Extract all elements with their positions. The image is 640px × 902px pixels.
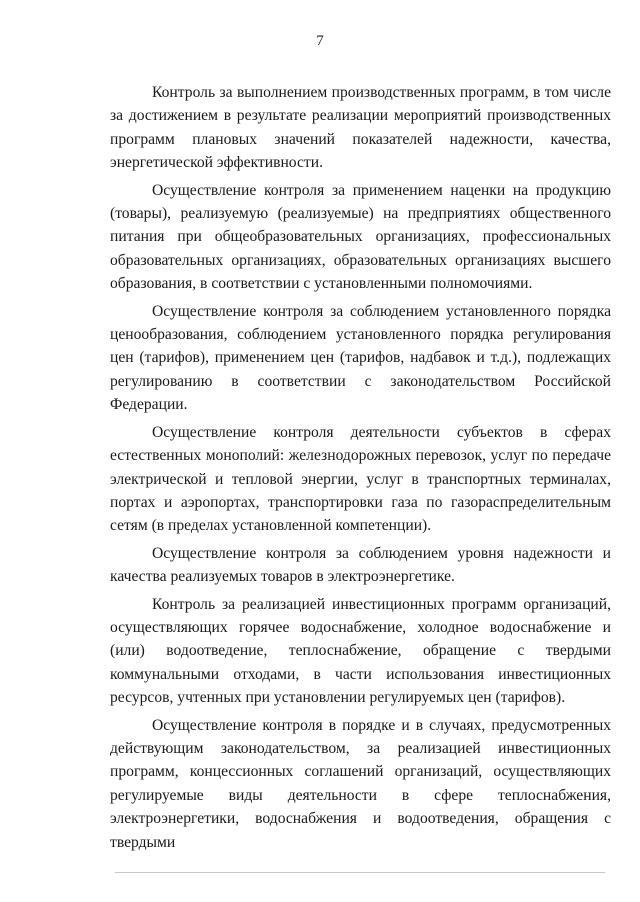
paragraph-pricing-control: Осуществление контроля за соблюдением установленного порядка ценообразования, соблюдением установленного порядка регулирования цен (тарифов), применением цен (тарифов, надбавок и т.д.), подлежащих регулированию в соответствии с законодательством Российской Федерации.	[110, 302, 611, 414]
paragraph-markup-control: Осуществление контроля за применением наценки на продукцию (товары), реализуемую (реализуемые) на предприятиях общественного питания при общеобразовательных организациях, профессиональных образовательных организациях, образовательных организациях высшего образования, в соответствии с установленными полномочиями.	[110, 181, 611, 293]
paragraph-reliability-control: Осуществление контроля за соблюдением уровня надежности и качества реализуемых товаров в электроэнергетике.	[110, 544, 611, 586]
paragraph-concession-control: Осуществление контроля в порядке и в случаях, предусмотренных действующим законодательством, за реализацией инвестиционных программ, концессионных соглашений организаций, осуществляющих регулируемые виды деятельности в сфере теплоснабжения, электроэнергетики, водоснабжения и водоотведения, обращения с твердыми	[110, 716, 611, 851]
page-number: 7	[316, 33, 324, 49]
bottom-rule	[115, 872, 605, 873]
paragraph-production-programs-control: Контроль за выполнением производственных программ, в том числе за достижением в результате реализации мероприятий производственных программ плановых значений показателей надежности, качества, энергетической эффективности.	[110, 84, 611, 172]
paragraph-natural-monopolies-control: Осуществление контроля деятельности субъектов в сферах естественных монополий: железнодорожных перевозок, услуг по передаче электрической и тепловой энергии, услуг в транспортных терминалах, портах и аэропортах, транспортировки газа по газораспределительным сетям (в пределах установленной компетенции).	[110, 423, 611, 535]
paragraph-investment-programs-control: Контроль за реализацией инвестиционных программ организаций, осуществляющих горячее водоснабжение, холодное водоснабжение и (или) водоотведение, теплоснабжение, обращение с твердыми коммунальными отходами, в части использования инвестиционных ресурсов, учтенных при установлении регулируемых цен (тарифов).	[110, 595, 611, 707]
document-body	[110, 81, 611, 858]
